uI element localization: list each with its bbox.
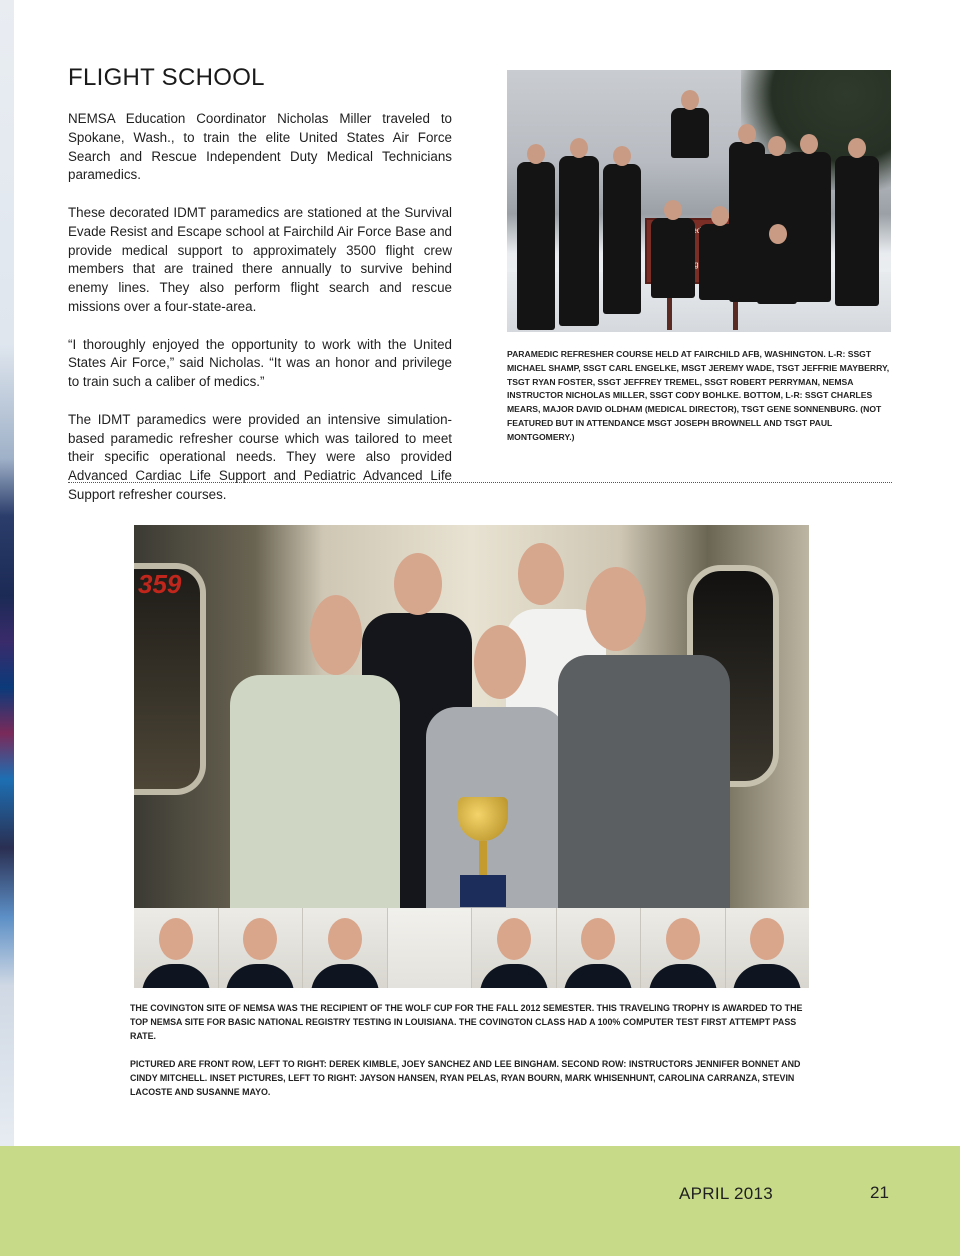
caption-paragraph: THE COVINGTON SITE OF NEMSA WAS THE RECIPIENT OF THE WOLF CUP FOR THE FALL 2012 SEMESTER. THIS TRAVELING TROPHY IS AWARDED TO THE TOP NEMSA SITE FOR BASIC NATIONAL REGISTRY TESTING IN LOUISIANA. THE COVINGTON CLASS HAD A 100% COMPUTER TEST FIRST ATTEMPT PASS RATE.	[130, 1003, 803, 1041]
person	[757, 242, 799, 302]
person	[517, 162, 555, 330]
inset-portrait	[219, 908, 304, 988]
issue-date: APRIL 2013	[679, 1184, 774, 1203]
article-paragraph: NEMSA Education Coordinator Nicholas Miller traveled to Spokane, Wash., to train the elite United States Air Force Search and Rescue Independent Duty Medical Technicians paramedics.	[68, 111, 452, 183]
person	[230, 675, 400, 908]
photo-caption: PARAMEDIC REFRESHER COURSE HELD AT FAIRCHILD AFB, WASHINGTON. L-R: SSGT MICHAEL SHAMP, SSGT CARL ENGELKE, MSGT JEREMY WADE, TSGT JEFFRIE MAYBERRY, TSGT RYAN FOSTER, SSGT JEFFREY TREMEL, SSGT ROBERT PERRYMAN, NEMSA INSTRUCTOR NICHOLAS MILLER, SSGT CODY BOHLKE. BOTTOM, L-R: SSGT CHARLES MEARS, MAJOR DAVID OLDHAM (MEDICAL DIRECTOR), TSGT GENE SONNENBURG. (NOT FEATURED BUT IN ATTENDANCE MSGT JOSEPH BROWNELL AND TSGT PAUL MONTGOMERY.)	[507, 349, 890, 442]
page-number: 21	[870, 1183, 889, 1202]
inset-portrait	[726, 908, 810, 988]
person	[559, 156, 599, 326]
article-paragraph: “I thoroughly enjoyed the opportunity to work with the United States Air Force,” said Nicholas. “It was an honor and privilege to train such a caliber of medics.”	[68, 336, 452, 390]
inset-portrait	[134, 908, 219, 988]
wolf-cup-trophy	[450, 797, 516, 907]
person-face	[586, 567, 646, 651]
person	[603, 164, 641, 314]
person	[835, 156, 879, 306]
left-decorative-strip	[0, 0, 14, 1146]
wolf-cup-group-photo	[134, 525, 809, 908]
person-face	[310, 595, 362, 675]
person-face	[518, 543, 564, 605]
person-face	[474, 625, 526, 699]
person	[651, 218, 695, 298]
inset-portraits	[134, 908, 809, 988]
inset-portrait-gap	[388, 908, 473, 988]
article-paragraph: These decorated IDMT paramedics are stationed at the Survival Evade Resist and Escape school at Fairchild Air Force Base and provide medical support to approximately 3500 flight crew members that are trained there annually to survive behind enemy lines. They also perform flight search and rescue missions over a four-state-area.	[68, 204, 452, 314]
person	[558, 655, 730, 908]
inset-portrait	[303, 908, 388, 988]
article-body	[68, 110, 452, 524]
person-face	[394, 553, 442, 615]
person	[671, 108, 709, 158]
dotted-divider	[68, 482, 892, 483]
ambulance-number: 359	[138, 569, 182, 599]
person	[699, 224, 741, 300]
caption-paragraph: PICTURED ARE FRONT ROW, LEFT TO RIGHT: DEREK KIMBLE, JOEY SANCHEZ AND LEE BINGHAM. SECOND ROW: INSTRUCTORS JENNIFER BONNET AND CINDY MITCHELL. INSET PICTURES, LEFT TO RIGHT: JAYSON HANSEN, RYAN PELAS, RYAN BOURN, MARK WHISENHUNT, CAROLINA CARRANZA, STEVIN LACOSTE AND SUSANNE MAYO.	[130, 1059, 801, 1097]
article-title: FLIGHT SCHOOL	[68, 64, 265, 91]
inset-portrait	[641, 908, 726, 988]
inset-portrait	[557, 908, 642, 988]
photo-caption	[130, 1001, 820, 1113]
fairchild-group-photo	[507, 70, 891, 332]
footer-band	[0, 1146, 960, 1256]
inset-portrait	[472, 908, 557, 988]
article-paragraph: The IDMT paramedics were provided an intensive simulation-based paramedic refresher course which was tailored to meet their specific operational needs. They were also provided Advanced Cardiac Life Support and Pediatric Advanced Life Support refresher courses.	[68, 411, 452, 502]
